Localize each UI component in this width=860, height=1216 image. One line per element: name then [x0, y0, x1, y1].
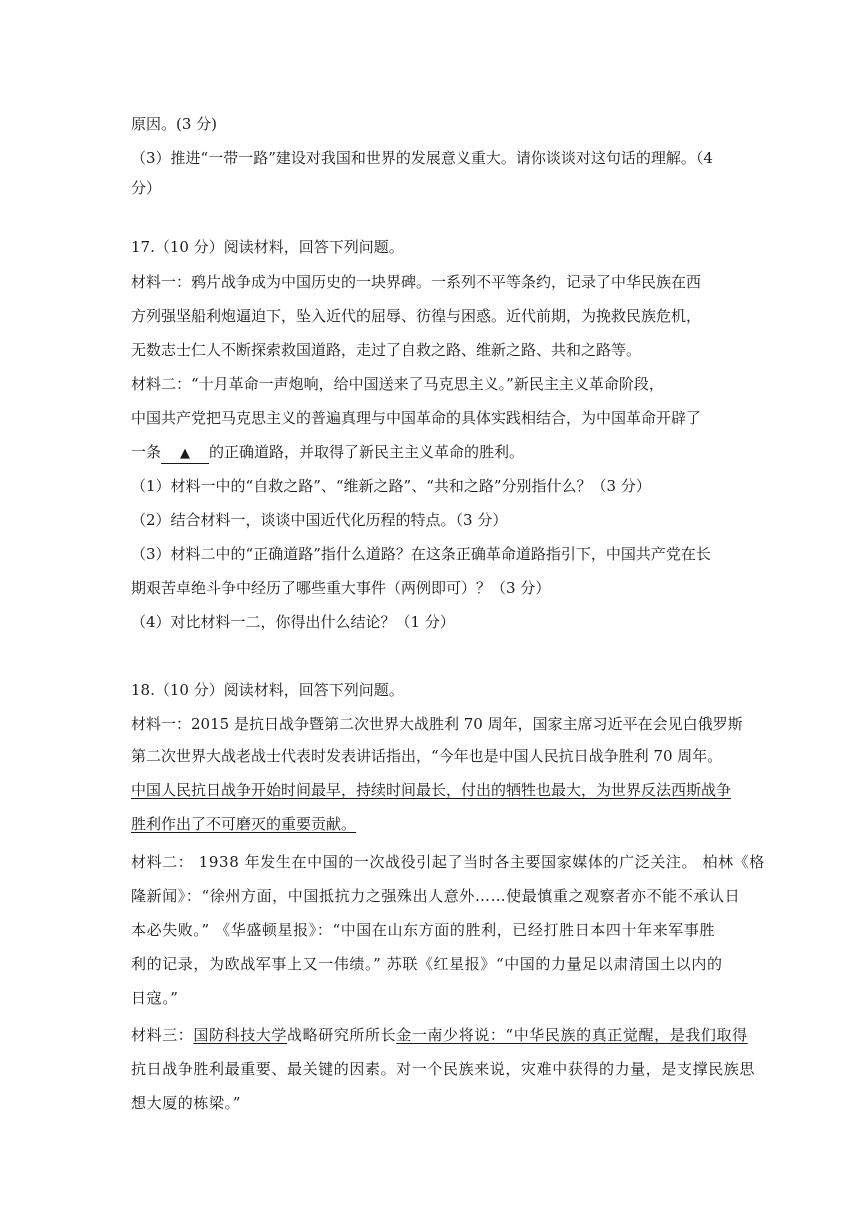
q17-material2-line3 [131, 442, 524, 464]
q18-material3-underline-university: 国防科技大学 [193, 1026, 288, 1044]
q18-material3-label: 材料三： [131, 1026, 194, 1044]
q16-sub3-line2: 分） [131, 179, 162, 197]
answer-blank: ▲ [161, 445, 209, 464]
q18-material2-line5: 日寇。” [131, 989, 179, 1007]
q17-material2-line1: 材料二：“十月革命一声炮响，给中国送来了马克思主义。”新民主主义革命阶段， [131, 375, 664, 393]
q17-sub3-line2: 期艰苦卓绝斗争中经历了哪些重大事件（两例即可）？（3 分） [131, 579, 551, 597]
q18-material3-line3: 想大厦的栋梁。” [131, 1094, 241, 1112]
q17-material2-line3-pre: 一条 [131, 443, 162, 461]
q17-sub1: （1）材料一中的“自救之路”、“维新之路”、“共和之路”分别指什么？（3 分） [131, 477, 651, 495]
q17-material1-line1: 材料一：鸦片战争成为中国历史的一块界碑。一系列不平等条约，记录了中华民族在西 [131, 273, 702, 291]
q17-material2-line2: 中国共产党把马克思主义的普遍真理与中国革命的具体实践相结合，为中国革命开辟了 [131, 409, 702, 427]
q18-material3-quote-start: 将说：“中华民族的真正觉醒，是我们取得 [458, 1026, 748, 1044]
q18-material2-line2: 隆新闻》：“徐州方面，中国抵抗力之强殊出人意外……使最慎重之观察者亦不能不承认日 [131, 887, 741, 905]
q18-material3-line1 [131, 1025, 748, 1045]
q16-sub3-line1: （3）推进“一带一路”建设对我国和世界的发展意义重大。请你谈谈对这句话的理解。（4 [131, 149, 713, 167]
q16-tail: 原因。(3 分) [131, 115, 218, 133]
q18-material1-line4-underlined: 胜利作出了不可磨灭的重要贡献。 [131, 815, 357, 833]
q18-material3-institute: 战略研究所所长 [287, 1026, 397, 1044]
q18-material1-line1: 材料一：2015 是抗日战争暨第二次世界大战胜利 70 周年，国家主席习近平在会见白俄罗斯 [131, 715, 743, 733]
q18-header: 18.（10 分）阅读材料，回答下列问题。 [131, 681, 404, 699]
q18-material3-line2: 抗日战争胜利最重要、最关键的因素。对一个民族来说，灾难中获得的力量，是支撑民族思 [131, 1060, 756, 1078]
q17-sub4: （4）对比材料一二，你得出什么结论？（1 分） [131, 613, 455, 631]
q17-header: 17.（10 分）阅读材料，回答下列问题。 [131, 238, 404, 256]
q17-material1-line3: 无数志士仁人不断探索救国道路，走过了自救之路、维新之路、共和之路等。 [131, 341, 642, 359]
q18-material2-line1: 材料二： 1938 年发生在中国的一次战役引起了当时各主要国家媒体的广泛关注。 柏林《格 [131, 853, 765, 871]
q17-material2-line3-post: 的正确道路，并取得了新民主主义革命的胜利。 [209, 443, 525, 461]
q17-sub2: （2）结合材料一，谈谈中国近代化历程的特点。（3 分） [131, 511, 508, 529]
q18-material2-line3: 本必失败。” 《华盛顿星报》：“中国在山东方面的胜利，已经打胜日本四十年来军事胜 [131, 921, 716, 939]
q18-material2-line4: 利的记录，为欧战军事上又一伟绩。” 苏联《红星报》“中国的力量足以肃清国土以内的 [131, 955, 723, 973]
q18-material3-underline-name: 金一南少 [396, 1026, 459, 1044]
q18-material1-line2: 第二次世界大战老战士代表时发表讲话指出，“今年也是中国人民抗日战争胜利 70 周年。 [131, 747, 723, 765]
q17-material1-line2: 方列强坚船利炮逼迫下，坠入近代的屈辱、彷徨与困惑。近代前期，为挽救民族危机， [131, 307, 702, 325]
q17-sub3-line1: （3）材料二中的“正确道路”指什么道路？在这条正确革命道路指引下，中国共产党在长 [131, 545, 711, 563]
q18-material1-line3-underlined: 中国人民抗日战争开始时间最早，持续时间最长，付出的牺牲也最大，为世界反法西斯战争 [131, 781, 732, 799]
